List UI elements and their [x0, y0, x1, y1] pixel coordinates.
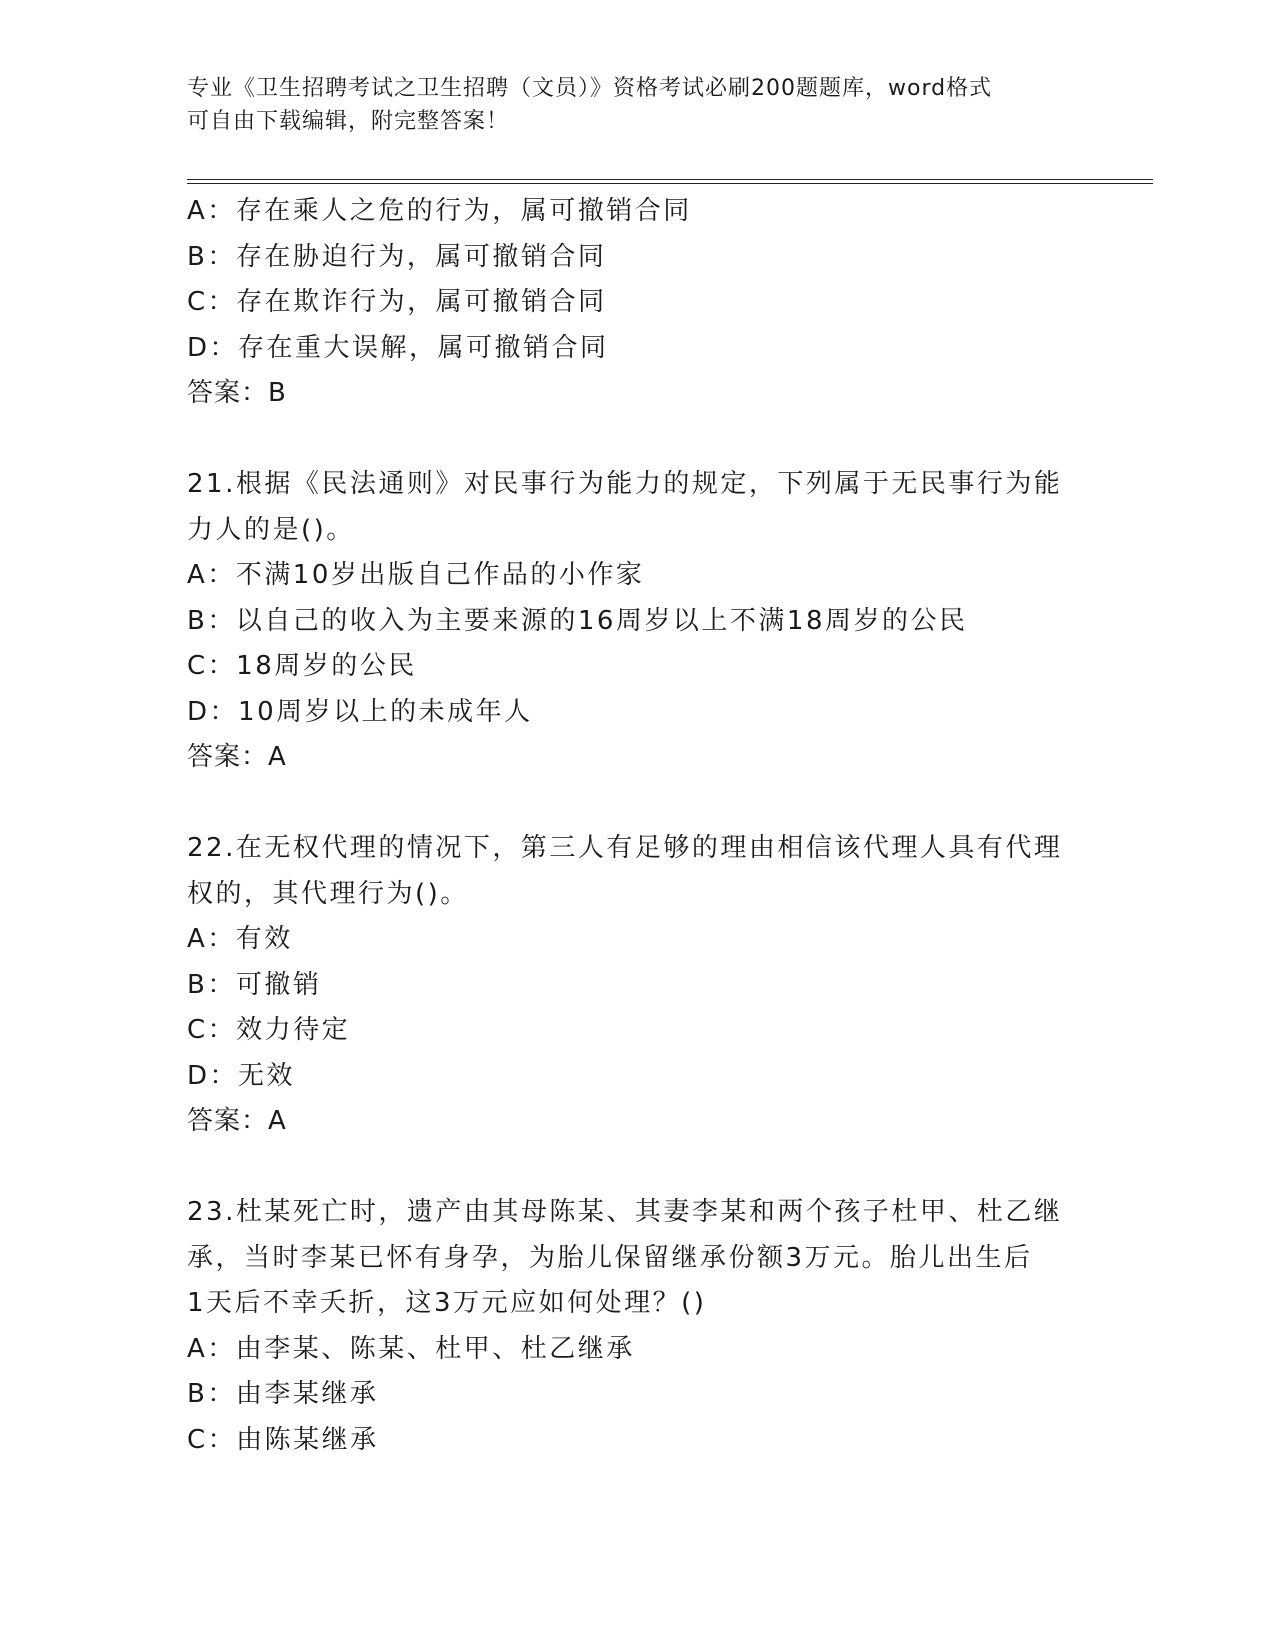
answer: 答案：A: [187, 1106, 287, 1136]
option-d: D：无效: [187, 1060, 296, 1091]
option-c: C：18周岁的公民: [187, 651, 417, 681]
question-21: [187, 462, 1087, 781]
option-a: A：不满10岁出版自己作品的小作家: [187, 560, 645, 590]
header-title-line-1: 专业《卫生招聘考试之卫生招聘（文员）》资格考试必刷200题题库，word格式: [187, 76, 993, 101]
option-d: D：存在重大误解，属可撤销合同: [187, 332, 609, 363]
question-stem-line: 力人的是()。: [187, 514, 355, 545]
question-22: [187, 826, 1087, 1145]
question-stem-line: 23.杜某死亡时，遗产由其母陈某、其妻李某和两个孩子杜甲、杜乙继: [187, 1197, 1063, 1227]
option-d: D：10周岁以上的未成年人: [187, 696, 533, 727]
question-content: [187, 189, 1087, 1463]
option-b: B：存在胁迫行为，属可撤销合同: [187, 241, 607, 272]
option-c: C：存在欺诈行为，属可撤销合同: [187, 287, 607, 317]
header-title-line-2: 可自由下载编辑，附完整答案！: [187, 109, 510, 134]
spacer: [187, 781, 1087, 827]
page-header: [187, 72, 1067, 138]
question-stem-line: 21.根据《民法通则》对民事行为能力的规定，下列属于无民事行为能: [187, 469, 1063, 499]
option-c: C：由陈某继承: [187, 1424, 379, 1455]
option-a: A：由李某、陈某、杜甲、杜乙继承: [187, 1333, 635, 1364]
question-stem-line: 承，当时李某已怀有身孕，为胎儿保留继承份额3万元。胎儿出生后: [187, 1242, 1033, 1273]
question-23: [187, 1190, 1087, 1463]
question-stem-line: 权的，其代理行为()。: [187, 878, 469, 909]
answer: 答案：B: [187, 378, 287, 408]
option-b: B：以自己的收入为主要来源的16周岁以上不满18周岁的公民: [187, 605, 968, 636]
option-a: A：有效: [187, 924, 293, 954]
option-c: C：效力待定: [187, 1015, 351, 1045]
answer: 答案：A: [187, 742, 287, 772]
option-b: B：可撤销: [187, 969, 322, 1000]
question-stem-line: 22.在无权代理的情况下，第三人有足够的理由相信该代理人具有代理: [187, 833, 1063, 863]
spacer: [187, 417, 1087, 463]
question-stem-line: 1天后不幸夭折，这3万元应如何处理？(): [187, 1288, 707, 1318]
question-20: [187, 189, 1087, 417]
option-a: A：存在乘人之危的行为，属可撤销合同: [187, 196, 692, 226]
spacer: [187, 1145, 1087, 1191]
option-b: B：由李某继承: [187, 1379, 379, 1409]
header-divider: [187, 179, 1153, 184]
